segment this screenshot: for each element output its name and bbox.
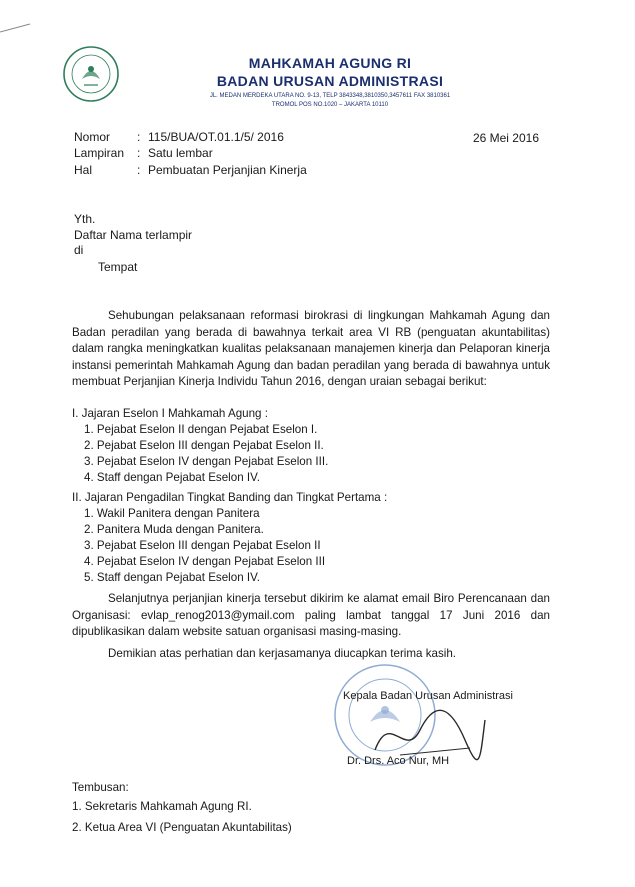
section2-item: 5. Staff dengan Pejabat Eselon IV. <box>84 571 260 584</box>
nomor-value: 115/BUA/OT.01.1/5/ 2016 <box>148 130 284 144</box>
opening-paragraph <box>72 308 550 391</box>
section1-item: 4. Staff dengan Pejabat Eselon IV. <box>84 471 260 484</box>
signatory-name: Dr. Drs. Aco Nur, MH <box>347 755 450 767</box>
followup-text: Selanjutnya perjanjian kinerja tersebut dikirim ke alamat email Biro Perencanaan dan Organisasi: evlap_renog2013@ymail.com paling lambat tanggal 17 Juni 2016 dan dipublikasikan dalam website satuan organisasi masing-masing. <box>72 592 550 639</box>
section1-title: I. Jajaran Eselon I Mahkamah Agung : <box>72 407 268 420</box>
signatory-title: Kepala Badan Urusan Administrasi <box>343 690 513 702</box>
hal-label: Hal <box>74 163 93 177</box>
recipient-place: Tempat <box>98 260 138 274</box>
section2-title: II. Jajaran Pengadilan Tingkat Banding dan Tingkat Pertama : <box>72 491 388 504</box>
hal-colon: : <box>137 163 141 177</box>
section2-item: 2. Panitera Muda dengan Panitera. <box>84 523 264 536</box>
letterhead-line1: MAHKAMAH AGUNG RI <box>248 55 412 71</box>
lampiran-value: Satu lembar <box>148 146 213 160</box>
section2-item: 3. Pejabat Eselon III dengan Pejabat Eselon II <box>84 539 321 552</box>
section1-item: 2. Pejabat Eselon III dengan Pejabat Eselon II. <box>84 439 324 452</box>
followup-paragraph <box>72 591 550 641</box>
opening-text: Sehubungan pelaksanaan reformasi birokrasi di lingkungan Mahkamah Agung dan Badan peradilan yang berada di bawahnya terkait area VI RB (penguatan akuntabilitas) dalam rangka meningkatkan kualitas pelaksanaan manajemen kinerja dan Pelaporan kinerja instansi pemerintah Mahkamah Agung dan badan peradilan yang berada di bawahnya untuk membuat Perjanjian Kinerja Individu Tahun 2016, dengan uraian sebagai berikut: <box>72 309 550 389</box>
cc-item: 2. Ketua Area VI (Penguatan Akuntabilitas) <box>72 821 292 834</box>
letterhead-line2: BADAN URUSAN ADMINISTRASI <box>216 73 444 89</box>
section1-item: 3. Pejabat Eselon IV dengan Pejabat Eselon III. <box>84 455 329 468</box>
cc-item: 1. Sekretaris Mahkamah Agung RI. <box>72 800 252 813</box>
letter-date: 26 Mei 2016 <box>472 131 539 145</box>
nomor-label: Nomor <box>74 130 111 144</box>
recipient-name: Daftar Nama terlampir <box>74 228 193 242</box>
lampiran-colon: : <box>137 146 141 160</box>
cc-label: Tembusan: <box>72 781 129 794</box>
closing-text: Demikian atas perhatian dan kerjasamanya diucapkan terima kasih. <box>108 647 456 660</box>
letterhead-address: JL. MEDAN MERDEKA UTARA NO. 9-13, TELP 3843348,3810350,3457611 FAX 3810361 <box>209 93 451 99</box>
lampiran-label: Lampiran <box>74 146 125 160</box>
recipient-di: di <box>74 243 84 257</box>
section1-item: 1. Pejabat Eselon II dengan Pejabat Eselon I. <box>84 423 318 436</box>
section2-item: 4. Pejabat Eselon IV dengan Pejabat Eselon III <box>84 555 326 568</box>
mahkamah-agung-logo <box>62 45 120 103</box>
recipient-yth: Yth. <box>74 212 96 226</box>
hal-value: Pembuatan Perjanjian Kinerja <box>148 163 307 177</box>
nomor-colon: : <box>137 130 141 144</box>
letterhead-pobox: TROMOL POS NO.1020 – JAKARTA 10110 <box>271 102 389 108</box>
section2-item: 1. Wakil Panitera dengan Panitera <box>84 507 260 520</box>
closing-paragraph <box>72 646 550 663</box>
corner-scribble <box>0 18 40 38</box>
